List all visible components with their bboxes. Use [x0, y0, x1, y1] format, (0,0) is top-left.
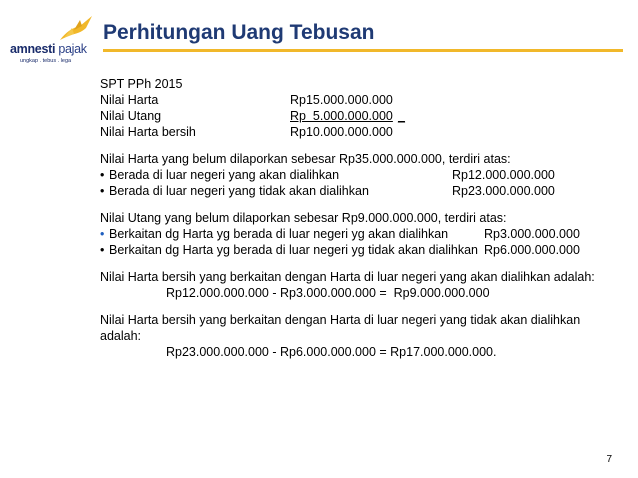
utang-item-value: Rp3.000.000.000 [484, 227, 580, 241]
amnesti-pajak-logo [8, 14, 100, 66]
bullet: • [100, 243, 105, 257]
utang-item [100, 242, 620, 258]
calc2-text-line2: adalah: [100, 329, 142, 343]
gold-bird-icon [58, 14, 94, 44]
calc2-text-line1: Nilai Harta bersih yang berkaitan dengan Harta di luar negeri yang tidak akan dialihkan [100, 313, 581, 327]
bullet: • [100, 184, 105, 198]
logo-tagline: ungkap . tebus . lega [20, 58, 72, 64]
logo-brand-bold: amnesti [10, 42, 56, 56]
logo-brand-light: pajak [58, 42, 87, 56]
spt-value: Rp15.000.000.000 [290, 93, 393, 107]
harta-item [100, 183, 620, 199]
logo-wordmark [10, 42, 87, 56]
harta-intro: Nilai Harta yang belum dilaporkan sebesar Rp35.000.000.000, terdiri atas: [100, 152, 511, 166]
harta-item-text: Berada di luar negeri yang akan dialihkan [109, 168, 340, 182]
utang-item-value: Rp6.000.000.000 [484, 243, 580, 257]
calc2-formula: Rp23.000.000.000 - Rp6.000.000.000 = Rp17.000.000.000. [166, 345, 497, 359]
utang-intro: Nilai Utang yang belum dilaporkan sebesar Rp9.000.000.000, terdiri atas: [100, 211, 507, 225]
bullet: • [100, 227, 105, 241]
slide-content [100, 76, 620, 360]
utang-item-text: Berkaitan dg Harta yg berada di luar negeri yg tidak akan dialihkan [109, 243, 478, 257]
utang-item-text: Berkaitan dg Harta yg berada di luar negeri yg akan dialihkan [109, 227, 449, 241]
harta-item-text: Berada di luar negeri yang tidak akan dialihkan [109, 184, 369, 198]
spt-label: Nilai Harta bersih [100, 125, 196, 139]
harta-item [100, 167, 620, 183]
utang-item [100, 226, 620, 242]
spt-value: Rp10.000.000.000 [290, 125, 393, 139]
harta-item-value: Rp12.000.000.000 [452, 168, 555, 182]
spt-row-utang [100, 108, 620, 124]
page-number: 7 [606, 454, 612, 465]
spt-label: Nilai Harta [100, 93, 159, 107]
spt-row-harta [100, 92, 620, 108]
spt-label: Nilai Utang [100, 109, 162, 123]
title-divider [103, 49, 623, 52]
spt-value: Rp 5.000.000.000 [290, 109, 393, 123]
harta-item-value: Rp23.000.000.000 [452, 184, 555, 198]
spt-value-suffix: _ [398, 109, 405, 123]
calc1-formula: Rp12.000.000.000 - Rp3.000.000.000 = Rp9.000.000.000 [166, 286, 490, 300]
spt-row-harta-bersih [100, 124, 620, 140]
slide-title: Perhitungan Uang Tebusan [103, 21, 375, 44]
calc1-text: Nilai Harta bersih yang berkaitan dengan Harta di luar negeri yang akan dialihkan adalah: [100, 270, 595, 284]
bullet: • [100, 168, 105, 182]
spt-heading: SPT PPh 2015 [100, 77, 183, 91]
